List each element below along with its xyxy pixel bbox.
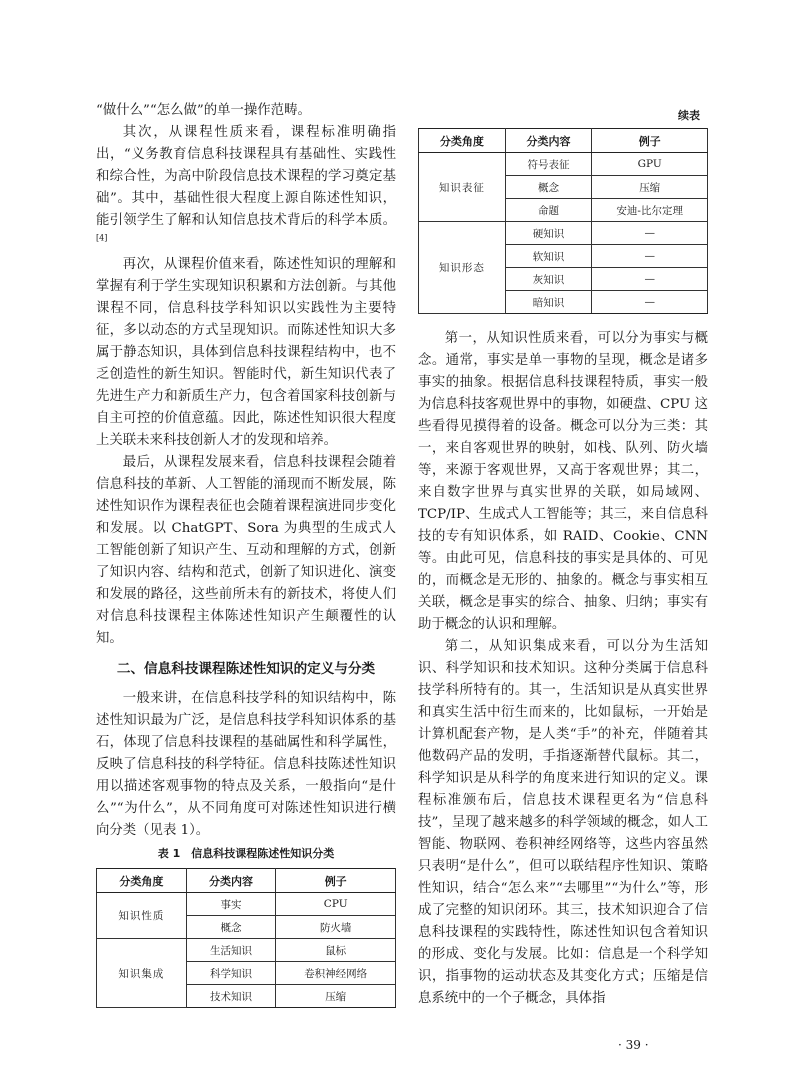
- example-cell: 鼠标: [276, 939, 396, 962]
- paragraph: [96, 122, 396, 254]
- content-cell: 科学知识: [186, 962, 276, 985]
- table-row: [419, 153, 708, 176]
- section-heading: 二、信息科技课程陈述性知识的定义与分类: [116, 661, 376, 677]
- table-header-row: [97, 869, 396, 893]
- paragraph: 最后，从课程发展来看，信息科技课程会随着信息科技的革新、人工智能的涌现而不断发展，陈述性知识作为课程表征也会随着课程演进同步变化和发展。以 ChatGPT、Sora 为典型的生成式人工智能创新了知识产生、互动和理解的方式，创新了知识内容、结构和范式，创新了知识进化、演变和发展的路径，这些前所未有的新技术，将使人们对信息科技课程主体陈述性知识产生颠覆性的认知。: [96, 455, 396, 646]
- table-row: [97, 939, 396, 962]
- classification-table-continued: [418, 128, 708, 314]
- content-cell: 概念: [186, 916, 276, 939]
- content-cell: 硬知识: [505, 222, 592, 245]
- example-cell: CPU: [276, 893, 396, 916]
- content-cell: 软知识: [505, 245, 592, 268]
- example-cell: —: [592, 222, 708, 245]
- table-row: [419, 222, 708, 245]
- example-cell: —: [592, 291, 708, 314]
- table-row: [97, 893, 396, 916]
- right-column: [418, 108, 708, 1010]
- example-cell: 防火墙: [276, 916, 396, 939]
- category-cell: 知识性质: [97, 893, 187, 939]
- classification-table: [96, 868, 396, 1008]
- example-cell: 压缩: [592, 176, 708, 199]
- example-cell: 卷积神经网络: [276, 962, 396, 985]
- category-cell: 知识表征: [419, 153, 506, 222]
- paragraph: “做什么”“怎么做”的单一操作范畴。: [96, 103, 311, 118]
- table-continued-label: 续表: [678, 109, 700, 122]
- header-angle: 分类角度: [419, 129, 506, 153]
- example-cell: 安迪-比尔定理: [592, 199, 708, 222]
- content-cell: 概念: [505, 176, 592, 199]
- content-cell: 灰知识: [505, 268, 592, 291]
- content-cell: 生活知识: [186, 939, 276, 962]
- example-cell: —: [592, 245, 708, 268]
- table-header-row: [419, 129, 708, 153]
- content-cell: 命题: [505, 199, 592, 222]
- content-cell: 暗知识: [505, 291, 592, 314]
- page-number: · 39 ·: [618, 1038, 649, 1052]
- header-content: 分类内容: [186, 869, 276, 893]
- category-cell: 知识形态: [419, 222, 506, 314]
- table-caption: 表 1 信息科技课程陈述性知识分类: [157, 847, 335, 860]
- example-cell: —: [592, 268, 708, 291]
- paragraph: 再次，从课程价值来看，陈述性知识的理解和掌握有利于学生实现知识积累和方法创新。与其他课程不同，信息科技学科知识以实践性为主要特征，多以动态的方式呈现知识。而陈述性知识大多属于静态知识，具体到信息科技课程结构中，也不乏创造性的新生知识。智能时代，新生知识代表了先进生产力和新质生产力，包含着国家科技创新与自主可控的价值意蕴。因此，陈述性知识很大程度上关联未来科技创新人才的发现和培养。: [96, 257, 396, 448]
- header-example: 例子: [592, 129, 708, 153]
- paragraph-text: 其次，从课程性质来看，课程标准明确指出，“义务教育信息科技课程具有基础性、实践性和综合性，为高中阶段信息技术课程的学习奠定基础”。其中，基础性很大程度上源自陈述性知识，能引领学生了解和认知信息技术背后的科学本质。: [96, 125, 396, 228]
- header-angle: 分类角度: [97, 869, 187, 893]
- left-column: [96, 100, 396, 1008]
- header-content: 分类内容: [505, 129, 592, 153]
- reference-mark: [4]: [96, 233, 108, 243]
- paragraph: 第一，从知识性质来看，可以分为事实与概念。通常，事实是单一事物的呈现，概念是诸多事实的抽象。根据信息科技课程特质，事实一般为信息科技客观世界中的事物，如硬盘、CPU 这些看得见摸得着的设备。概念可以分为三类：其一，来自客观世界的映射，如栈、队列、防火墙等，来源于客观世界，又高于客观世界；其二，来自数字世界与真实世界的关联，如局域网、TCP/IP、生成式人工智能等；其三，来自信息科技的专有知识体系，如 RAID、Cookie、CNN 等。由此可见，信息科技的事实是具体的、可见的，而概念是无形的、抽象的。概念与事实相互关联，概念是事实的综合、抽象、归纳；事实有助于概念的认识和理解。: [418, 331, 708, 632]
- content-cell: 技术知识: [186, 985, 276, 1008]
- example-cell: 压缩: [276, 985, 396, 1008]
- category-cell: 知识集成: [97, 939, 187, 1008]
- example-cell: GPU: [592, 153, 708, 176]
- paragraph: 第二，从知识集成来看，可以分为生活知识、科学知识和技术知识。这种分类属于信息科技学科所特有的。其一，生活知识是从真实世界和真实生活中衍生而来的，比如鼠标，一开始是计算机配套产物，是人类“手”的补充，伴随着其他数码产品的发明，手指逐渐替代鼠标。其二，科学知识是从科学的角度来进行知识的定义。课程标准颁布后，信息技术课程更名为“信息科技”，呈现了越来越多的科学领域的概念，如人工智能、物联网、卷积神经网络等，这些内容虽然只表明“是什么”，但可以联结程序性知识、策略性知识，结合“怎么来”“去哪里”“为什么”等，形成了完整的知识闭环。其三，技术知识迎合了信息科技课程的实践特性，陈述性知识包含着知识的形成、变化与发展。比如：信息是一个科学知识，指事物的运动状态及其变化方式；压缩是信息系统中的一个子概念，具体指: [418, 639, 708, 1006]
- content-cell: 事实: [186, 893, 276, 916]
- paragraph: 一般来讲，在信息科技学科的知识结构中，陈述性知识最为广泛，是信息科技学科知识体系的基石，体现了信息科技课程的基础属性和科学属性，反映了信息科技的科学特征。信息科技陈述性知识用以描述客观事物的特点及关系，一般指向“是什么”“为什么”，从不同角度可对陈述性知识进行横向分类（见表 1）。: [96, 691, 396, 838]
- header-example: 例子: [276, 869, 396, 893]
- content-cell: 符号表征: [505, 153, 592, 176]
